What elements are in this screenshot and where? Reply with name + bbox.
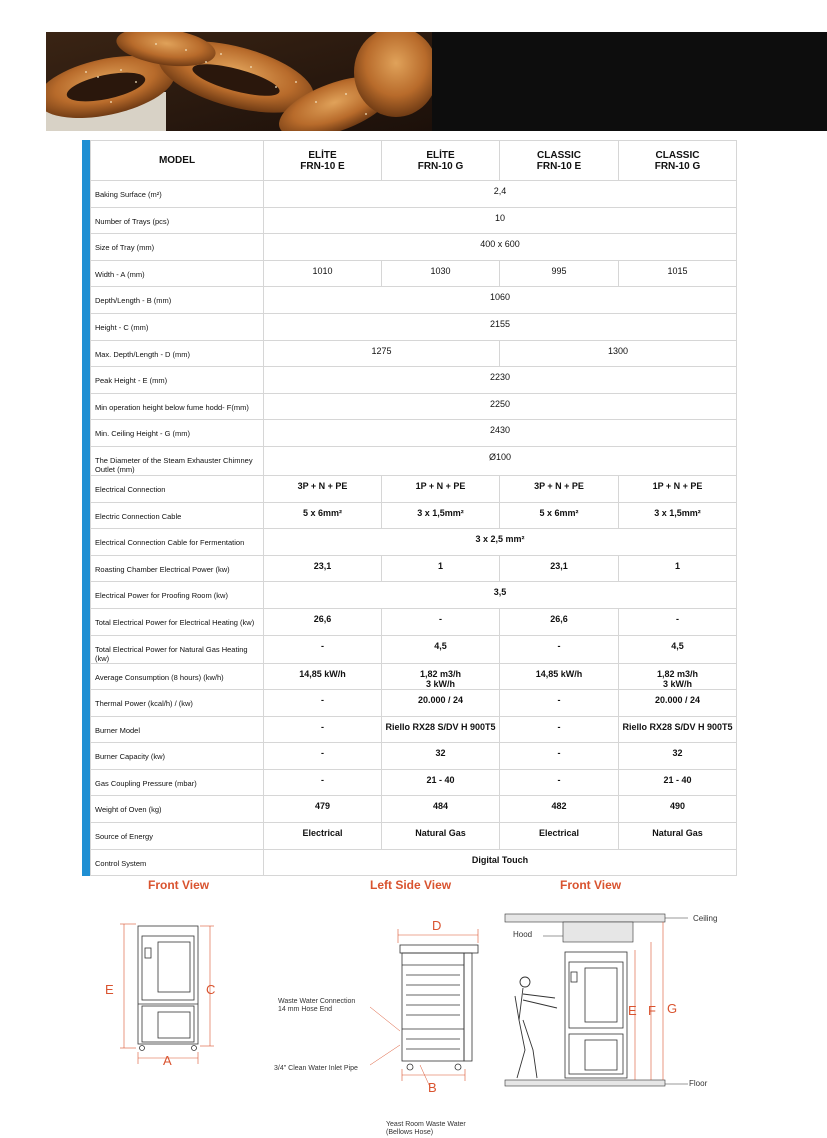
row-label: Number of Trays (pcs) (91, 207, 264, 234)
cell-value: 21 - 40 (619, 769, 737, 796)
cell-value: - (264, 635, 382, 663)
front-view-2-title: Front View (560, 878, 622, 892)
cell-value: 3 x 1,5mm² (382, 502, 500, 529)
table-row (91, 849, 737, 876)
table-row (91, 796, 737, 823)
table-row (91, 446, 737, 475)
cell-value: 1060 (264, 287, 737, 314)
row-label: Thermal Power (kcal/h) / (kw) (91, 690, 264, 717)
cell-value: 2250 (264, 393, 737, 420)
table-row (91, 313, 737, 340)
cell-value: 26,6 (500, 608, 619, 635)
table-row (91, 502, 737, 529)
hero-dark-panel (432, 32, 827, 131)
row-label: Weight of Oven (kg) (91, 796, 264, 823)
table-row (91, 340, 737, 367)
row-label: Max. Depth/Length - D (mm) (91, 340, 264, 367)
cell-value: - (500, 743, 619, 770)
cell-value: - (500, 635, 619, 663)
cell-value: 490 (619, 796, 737, 823)
side-view-drawing (370, 915, 500, 1090)
row-label: Source of Energy (91, 823, 264, 850)
column-header: ELİTE FRN-10 G (382, 141, 500, 181)
cell-value: 20.000 / 24 (619, 690, 737, 717)
row-label: Average Consumption (8 hours) (kw/h) (91, 663, 264, 690)
cell-value: 3P + N + PE (500, 475, 619, 502)
table-row (91, 181, 737, 208)
row-label: Burner Capacity (kw) (91, 743, 264, 770)
cell-value: 1 (382, 555, 500, 582)
table-row (91, 769, 737, 796)
cell-value: 23,1 (264, 555, 382, 582)
cell-value: 1 (619, 555, 737, 582)
cell-value: - (264, 690, 382, 717)
row-label: Gas Coupling Pressure (mbar) (91, 769, 264, 796)
cell-value: 3,5 (264, 582, 737, 609)
cell-value: 484 (382, 796, 500, 823)
dim-letter-e: E (105, 982, 114, 997)
cell-value: 1010 (264, 260, 382, 287)
table-row (91, 608, 737, 635)
cell-value: 1030 (382, 260, 500, 287)
column-header: CLASSIC FRN-10 G (619, 141, 737, 181)
cell-value: 1275 (264, 340, 500, 367)
waste-water-label: Waste Water Connection 14 mm Hose End (278, 998, 356, 1013)
row-label: Width - A (mm) (91, 260, 264, 287)
yeast-room-label: Yeast Room Waste Water (Bellows Hose) (386, 1121, 466, 1136)
front-view-2-drawing (503, 910, 723, 1095)
row-label: Electrical Connection Cable for Fermentation (91, 529, 264, 556)
row-label: Electrical Power for Proofing Room (kw) (91, 582, 264, 609)
row-label: Control System (91, 849, 264, 876)
row-label: Peak Height - E (mm) (91, 367, 264, 394)
cell-value: - (500, 716, 619, 743)
floor-label: Floor (689, 1079, 708, 1088)
table-row (91, 582, 737, 609)
table-row (91, 716, 737, 743)
bread-photo (46, 32, 432, 131)
cell-value: 21 - 40 (382, 769, 500, 796)
table-row (91, 367, 737, 394)
row-label: Electrical Connection (91, 475, 264, 502)
cell-value: 5 x 6mm² (500, 502, 619, 529)
cell-value: 2155 (264, 313, 737, 340)
column-header: CLASSIC FRN-10 E (500, 141, 619, 181)
hero-banner (46, 32, 827, 131)
cell-value: 3 x 2,5 mm² (264, 529, 737, 556)
cell-value: Ø100 (264, 446, 737, 475)
table-row (91, 393, 737, 420)
row-label: Size of Tray (mm) (91, 234, 264, 261)
table-header-row (91, 141, 737, 181)
dim-letter-b: B (428, 1080, 437, 1095)
cell-value: Electrical (264, 823, 382, 850)
cell-value: Riello RX28 S/DV H 900T5 (619, 716, 737, 743)
cell-value: 995 (500, 260, 619, 287)
cell-value: - (264, 716, 382, 743)
cell-value: 479 (264, 796, 382, 823)
dim-letter-e2: E (628, 1003, 637, 1018)
cell-value: 4,5 (382, 635, 500, 663)
cell-value: 1P + N + PE (382, 475, 500, 502)
table-row (91, 207, 737, 234)
table-row (91, 743, 737, 770)
spec-table (90, 140, 737, 876)
table-row (91, 555, 737, 582)
clean-water-label: 3/4" Clean Water Inlet Pipe (274, 1065, 358, 1072)
cell-value: 14,85 kW/h (500, 663, 619, 690)
cell-value: Riello RX28 S/DV H 900T5 (382, 716, 500, 743)
row-label: Min operation height below fume hodd- F(mm) (91, 393, 264, 420)
table-row (91, 690, 737, 717)
cell-value: 2430 (264, 420, 737, 447)
cell-value: 14,85 kW/h (264, 663, 382, 690)
accent-bar (82, 140, 90, 876)
cell-value: 2230 (264, 367, 737, 394)
cell-value: 1,82 m3/h 3 kW/h (382, 663, 500, 690)
row-label: Roasting Chamber Electrical Power (kw) (91, 555, 264, 582)
cell-value: Natural Gas (619, 823, 737, 850)
side-view-title: Left Side View (370, 878, 452, 892)
dim-letter-f: F (648, 1003, 656, 1018)
row-label: Baking Surface (m²) (91, 181, 264, 208)
cell-value: 1P + N + PE (619, 475, 737, 502)
dim-letter-d: D (432, 918, 442, 933)
front-view-drawing (118, 918, 238, 1078)
cell-value: Natural Gas (382, 823, 500, 850)
hood-label: Hood (513, 930, 533, 939)
row-label: Height - C (mm) (91, 313, 264, 340)
cell-value: - (500, 769, 619, 796)
dim-letter-c: C (206, 982, 216, 997)
row-label: Total Electrical Power for Electrical Heating (kw) (91, 608, 264, 635)
row-label: Min. Ceiling Height - G (mm) (91, 420, 264, 447)
cell-value: - (500, 690, 619, 717)
row-label: Electric Connection Cable (91, 502, 264, 529)
cell-value: Electrical (500, 823, 619, 850)
table-row (91, 823, 737, 850)
dim-letter-g: G (667, 1001, 678, 1016)
cell-value: 1,82 m3/h 3 kW/h (619, 663, 737, 690)
table-row (91, 260, 737, 287)
cell-value: 1015 (619, 260, 737, 287)
cell-value: 4,5 (619, 635, 737, 663)
table-row (91, 234, 737, 261)
cell-value: 32 (382, 743, 500, 770)
cell-value: - (382, 608, 500, 635)
cell-value: 2,4 (264, 181, 737, 208)
front-view-title: Front View (148, 878, 210, 892)
table-row (91, 529, 737, 556)
spec-table-wrapper (82, 140, 736, 876)
cell-value: - (619, 608, 737, 635)
row-label: Depth/Length - B (mm) (91, 287, 264, 314)
cell-value: - (264, 743, 382, 770)
table-row (91, 287, 737, 314)
table-row (91, 663, 737, 690)
row-label: Burner Model (91, 716, 264, 743)
cell-value: 26,6 (264, 608, 382, 635)
model-header: MODEL (91, 141, 264, 181)
ceiling-label: Ceiling (693, 914, 718, 923)
cell-value: 23,1 (500, 555, 619, 582)
table-row (91, 635, 737, 663)
cell-value: 10 (264, 207, 737, 234)
cell-value: 20.000 / 24 (382, 690, 500, 717)
cell-value: 3P + N + PE (264, 475, 382, 502)
column-header: ELİTE FRN-10 E (264, 141, 382, 181)
cell-value: 482 (500, 796, 619, 823)
cell-value: 32 (619, 743, 737, 770)
cell-value: Digital Touch (264, 849, 737, 876)
table-row (91, 475, 737, 502)
cell-value: - (264, 769, 382, 796)
cell-value: 3 x 1,5mm² (619, 502, 737, 529)
dim-letter-a: A (163, 1053, 172, 1068)
cell-value: 400 x 600 (264, 234, 737, 261)
cell-value: 1300 (500, 340, 737, 367)
row-label: The Diameter of the Steam Exhauster Chimney Outlet (mm) (91, 446, 264, 475)
table-row (91, 420, 737, 447)
cell-value: 5 x 6mm² (264, 502, 382, 529)
row-label: Total Electrical Power for Natural Gas Heating (kw) (91, 635, 264, 663)
